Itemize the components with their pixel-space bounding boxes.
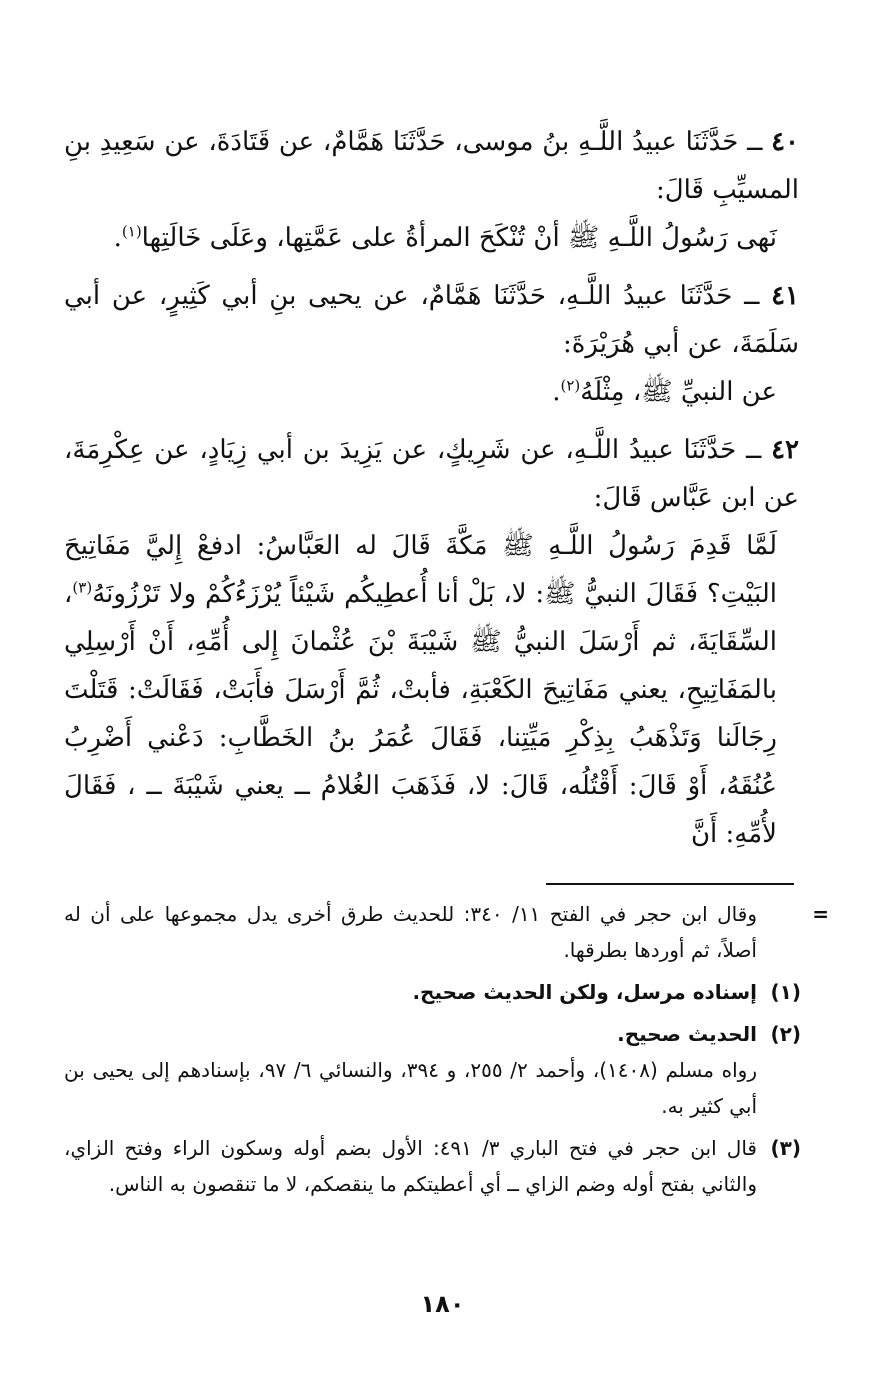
hadith-41-matn (64, 368, 799, 416)
footnote-text: الحديث صحيح. (617, 1022, 757, 1046)
footnote-text: وقال ابن حجر في الفتح ١١/ ٣٤٠: للحديث طرق أخرى يدل مجموعها على أن له أصلاً، ثم أوردها بطرقها. (64, 902, 757, 962)
hadith-number: ٤١ (771, 281, 800, 311)
isnad-text: ــ حَدَّثَنَا عبيدُ اللَّـهِ، عن شَرِيكٍ، عن يَزِيدَ بن أبي زِيَادٍ، عن عِكْرِمَةَ، عن ابن عَبَّاس قَالَ: (64, 435, 799, 513)
punctuation: . (552, 377, 561, 407)
footnote-ref: (٣) (72, 578, 93, 597)
isnad-text: ــ حَدَّثَنَا عبيدُ اللَّـهِ بنُ موسى، حَدَّثَنَا هَمَّامٌ، عن قَتَادَةَ، عن سَعِيدِ بنِ المسيِّبِ قَالَ: (64, 127, 799, 205)
hadith-42-isnad (64, 426, 799, 522)
hadith-number: ٤٠ (771, 127, 800, 157)
footnote-text: قال ابن حجر في فتح الباري ٣/ ٤٩١: الأول بضم أوله وسكون الراء وفتح الزاي، والثاني بفتح أوله وضم الزاي ــ أي أعطيتكم ما ينقصكم، لا ما تنقصون به الناس. (64, 1136, 757, 1196)
footnote-2 (64, 1016, 799, 1124)
continuation-mark: = (812, 902, 829, 926)
matn-text-continued: ، السِّقَايَةَ، ثم أَرْسَلَ النبيُّ ﷺ شَيْبَةَ بْنَ عُثْمانَ إِلى أُمِّهِ، أَنْ أَرْسِلِي بالمَفَاتِيحِ، يعني مَفَاتِيحَ الكَعْبَةِ، فأبتْ، ثُمَّ أَرْسَلَ فأَبَتْ، فَقَالَتْ: قَتَلْتَ رِجَالَنا وَتَذْهَبُ بِذِكْرِ مَيِّتِنا، فَقَالَ عُمَرُ بنُ الخَطَّابِ: دَعْني أَضْرِبُ عُنُقَهُ، أَوْ قَالَ: أَقْتُلُه، قَالَ: لا، فَذَهَبَ الغُلامُ ــ يعني شَيْبَةَ ــ ، فَقَالَ لأُمِّهِ: أَنَّ (64, 579, 777, 849)
footnotes (64, 896, 829, 1208)
footnote-continuation (64, 896, 829, 968)
footnote-marker: (٣) (770, 1136, 801, 1160)
matn-text: عن النبيِّ ﷺ، مِثْلَهُ (580, 377, 777, 407)
footnote-marker: (٢) (770, 1022, 801, 1046)
hadith-40-matn (64, 214, 799, 262)
footnote-1 (64, 974, 799, 1010)
main-text (64, 118, 799, 858)
isnad-text: ــ حَدَّثَنَا عبيدُ اللَّـهِ، حَدَّثَنَا هَمَّامٌ، عن يحيى بنِ أبي كَثِيرٍ، عن أبي سَلَمَةَ، عن أبي هُرَيْرَةَ: (64, 281, 799, 359)
footnote-3 (64, 1130, 799, 1202)
page-number: ١٨٠ (420, 1290, 465, 1318)
hadith-42-matn (64, 522, 799, 858)
punctuation: . (113, 223, 122, 253)
hadith-41-isnad (64, 272, 799, 368)
matn-text: لَمَّا قَدِمَ رَسُولُ اللَّـهِ ﷺ مَكَّةَ قَالَ له العَبَّاسُ: ادفعْ إِليَّ مَفَاتِيحَ البَيْتِ؟ فَقَالَ النبيُّ ﷺ: لا، بَلْ أنا أُعطِيكُم شَيْئاً يُرْزَءُكُمْ ولا تَرْزُونَهُ (64, 531, 777, 609)
footnote-marker: (١) (770, 980, 801, 1004)
matn-text: نَهى رَسُولُ اللَّـهِ ﷺ أنْ تُنْكَحَ المرأةُ على عَمَّتِها، وعَلَى خَالَتِها (141, 223, 777, 253)
footnote-ref: (٢) (560, 376, 581, 395)
hadith-number: ٤٢ (771, 435, 800, 465)
footnote-text: إسناده مرسل، ولكن الحديث صحيح. (412, 980, 757, 1004)
hadith-40-isnad (64, 118, 799, 214)
footnote-text-extra: رواه مسلم (١٤٠٨)، وأحمد ٢/ ٢٥٥، و ٣٩٤، والنسائي ٦/ ٩٧، بإسنادهم إلى يحيى بن أبي كثير به. (64, 1058, 757, 1118)
footnote-ref: (١) (121, 222, 142, 241)
footnote-separator (546, 883, 794, 885)
